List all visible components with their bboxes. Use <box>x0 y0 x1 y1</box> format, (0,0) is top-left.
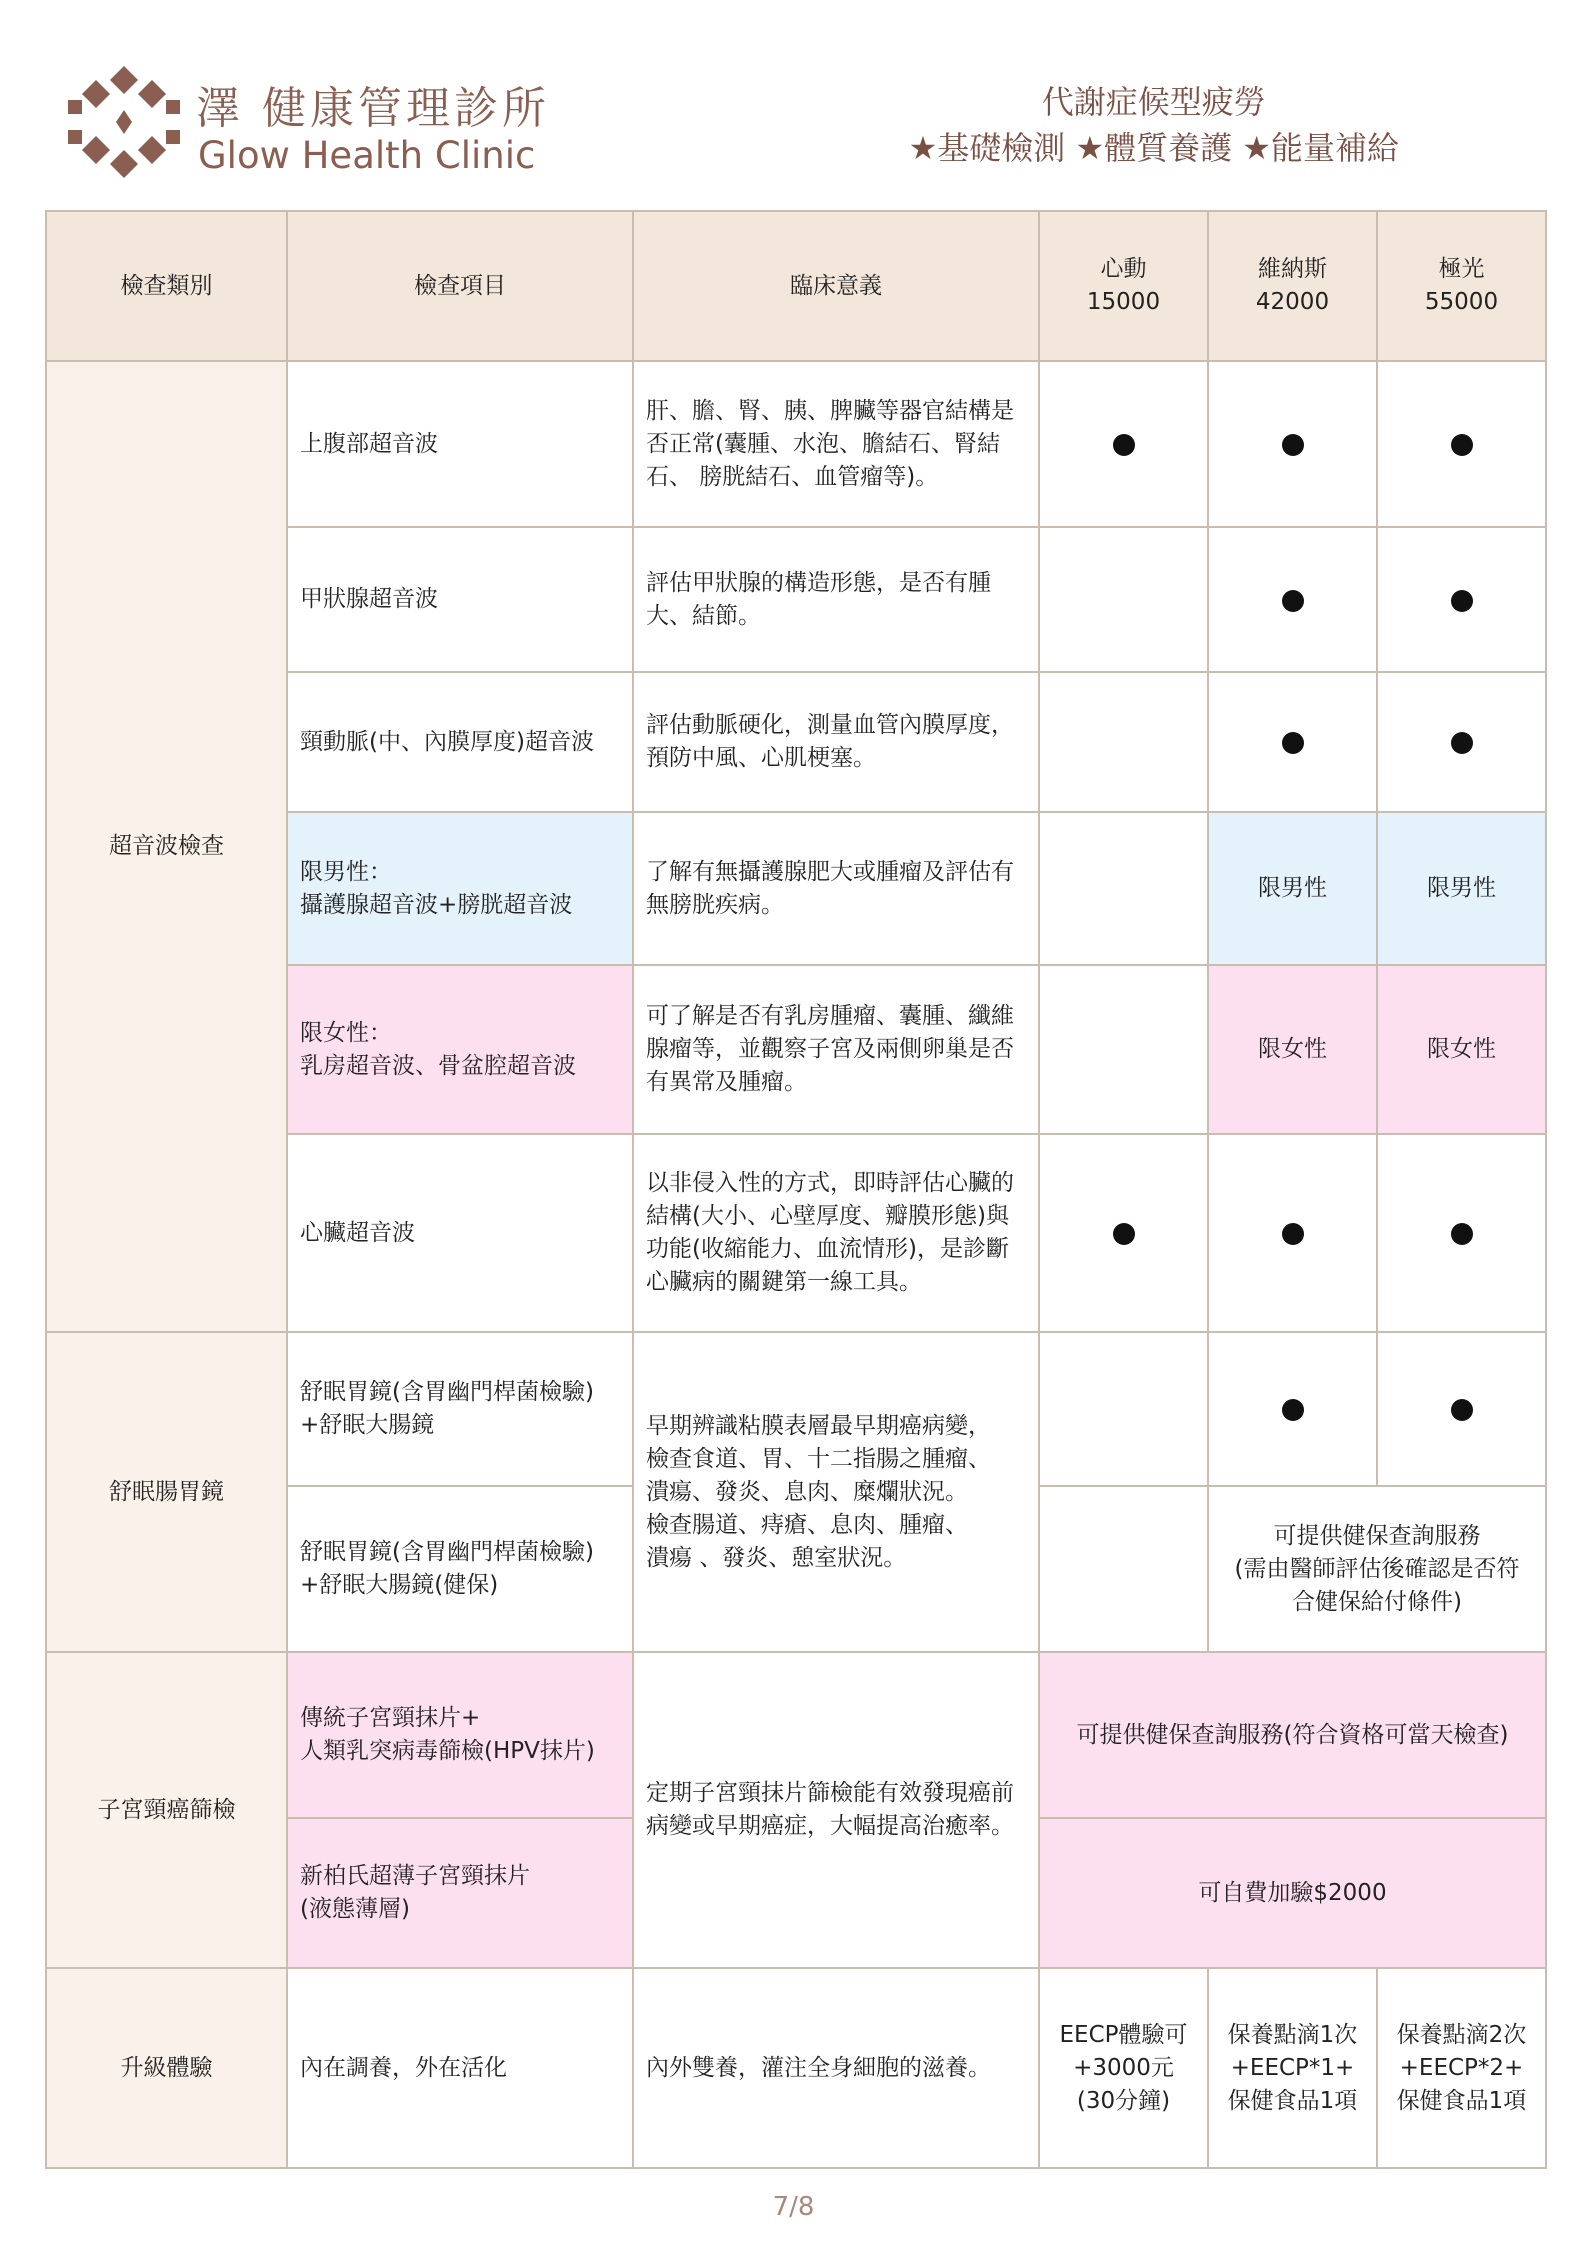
item-line: 攝護腺超音波+膀胱超音波 <box>300 891 573 918</box>
plan-1-price: 15000 <box>1086 289 1161 315</box>
plan-1-empty <box>1039 1486 1208 1652</box>
included-dot-icon <box>1282 590 1304 612</box>
plan-3-price: 55000 <box>1424 289 1499 315</box>
plan-1-name: 心動 <box>1100 256 1147 282</box>
table-row <box>46 1652 1546 1818</box>
plan-2-included <box>1208 1134 1377 1332</box>
page-header <box>0 0 1587 200</box>
plan-3-included <box>1377 1332 1546 1486</box>
header-plan-1 <box>1039 211 1208 361</box>
plan-1-empty <box>1039 527 1208 672</box>
plan-1-empty <box>1039 965 1208 1134</box>
meaning-line: 潰瘍 、發炎、憩室狀況。 <box>646 1544 907 1571</box>
table-row <box>46 1968 1546 2168</box>
plan-1-upgrade <box>1039 1968 1208 2168</box>
item-cell: 頸動脈(中、內膜厚度)超音波 <box>287 672 633 812</box>
package-title <box>909 80 1399 172</box>
plan-1-empty <box>1039 1332 1208 1486</box>
included-dot-icon <box>1451 1399 1473 1421</box>
header-category: 檢查類別 <box>46 211 287 361</box>
meaning-cell: 以非侵入性的方式，即時評估心臟的結構(大小、心壁厚度、瓣膜形態)與功能(收縮能力、血流情形)，是診斷心臟病的關鍵第一線工具。 <box>633 1134 1039 1332</box>
item-cell <box>287 1332 633 1486</box>
plan-3-included <box>1377 672 1546 812</box>
plan-2-restriction: 限男性 <box>1208 812 1377 965</box>
header-plan-2 <box>1208 211 1377 361</box>
included-dot-icon <box>1451 1223 1473 1245</box>
nhi-inquiry-note <box>1208 1486 1546 1652</box>
included-dot-icon <box>1282 732 1304 754</box>
category-ultrasound: 超音波檢查 <box>46 361 287 1332</box>
note-line: 合健保給付條件) <box>1292 1588 1462 1615</box>
meaning-cell <box>633 1332 1039 1652</box>
item-line: (液態薄層) <box>300 1896 410 1922</box>
item-cell <box>287 1818 633 1968</box>
plan-2-price: 42000 <box>1255 289 1330 315</box>
item-line: +舒眠大腸鏡 <box>300 1412 435 1438</box>
included-dot-icon <box>1451 590 1473 612</box>
table-header-row <box>46 211 1546 361</box>
header-meaning: 臨床意義 <box>633 211 1039 361</box>
plan-2-restriction: 限女性 <box>1208 965 1377 1134</box>
item-cell <box>287 812 633 965</box>
category-cervical: 子宮頸癌篩檢 <box>46 1652 287 1968</box>
plan-3-included <box>1377 1134 1546 1332</box>
table-row <box>46 361 1546 527</box>
plan-3-included <box>1377 361 1546 527</box>
plan-3-included <box>1377 527 1546 672</box>
upgrade-line: 保養點滴2次 <box>1396 2021 1527 2048</box>
item-line: +舒眠大腸鏡(健保) <box>300 1572 499 1598</box>
plan-1-empty <box>1039 812 1208 965</box>
upgrade-line: 保養點滴1次 <box>1227 2021 1358 2048</box>
plan-2-upgrade <box>1208 1968 1377 2168</box>
table-row <box>46 1332 1546 1486</box>
upgrade-line: +EECP*2+ <box>1399 2054 1524 2081</box>
header-item: 檢查項目 <box>287 211 633 361</box>
item-cell <box>287 1652 633 1818</box>
page-number: 7/8 <box>772 2192 815 2222</box>
meaning-cell: 可了解是否有乳房腫瘤、囊腫、纖維腺瘤等，並觀察子宮及兩側卵巢是否有異常及腫瘤。 <box>633 965 1039 1134</box>
plan-3-restriction: 限女性 <box>1377 965 1546 1134</box>
note-line: 可提供健保查詢服務 <box>1273 1522 1481 1549</box>
meaning-line: 潰瘍、發炎、息肉、糜爛狀況。 <box>646 1478 968 1505</box>
included-dot-icon <box>1282 1399 1304 1421</box>
item-cell: 甲狀腺超音波 <box>287 527 633 672</box>
plan-2-included <box>1208 672 1377 812</box>
plan-3-upgrade <box>1377 1968 1546 2168</box>
included-dot-icon <box>1113 1223 1135 1245</box>
included-dot-icon <box>1451 434 1473 456</box>
item-cell: 內在調養，外在活化 <box>287 1968 633 2168</box>
item-line: 舒眠胃鏡(含胃幽門桿菌檢驗) <box>300 1539 594 1565</box>
meaning-cell: 評估動脈硬化，測量血管內膜厚度，預防中風、心肌梗塞。 <box>633 672 1039 812</box>
plan-2-name: 維納斯 <box>1258 256 1327 282</box>
meaning-cell: 評估甲狀腺的構造形態，是否有腫大、結節。 <box>633 527 1039 672</box>
exam-comparison-table <box>45 210 1547 2169</box>
clinic-name-english: Glow Health Clinic <box>198 134 536 177</box>
plan-1-included <box>1039 1134 1208 1332</box>
package-title-line1: 代謝症候型疲勞 <box>1041 83 1266 121</box>
meaning-cell: 內外雙養，灌注全身細胞的滋養。 <box>633 1968 1039 2168</box>
clinic-logo-icon <box>68 66 180 178</box>
included-dot-icon <box>1451 732 1473 754</box>
header-plan-3 <box>1377 211 1546 361</box>
plan-1-empty <box>1039 672 1208 812</box>
item-cell: 心臟超音波 <box>287 1134 633 1332</box>
item-line: 限女性： <box>300 1019 392 1046</box>
item-line: 舒眠胃鏡(含胃幽門桿菌檢驗) <box>300 1379 594 1405</box>
category-endoscopy: 舒眠腸胃鏡 <box>46 1332 287 1652</box>
meaning-line: 早期辨識粘膜表層最早期癌病變， <box>646 1412 991 1439</box>
meaning-cell: 肝、膽、腎、胰、脾臟等器官結構是否正常(囊腫、水泡、膽結石、腎結石、 膀胱結石、血管瘤等)。 <box>633 361 1039 527</box>
item-line: 傳統子宮頸抹片+ <box>300 1705 481 1731</box>
meaning-line: 檢查食道、胃、十二指腸之腫瘤、 <box>646 1445 991 1472</box>
item-cell: 上腹部超音波 <box>287 361 633 527</box>
upgrade-line: +3000元 <box>1073 2054 1174 2081</box>
item-line: 新柏氏超薄子宮頸抹片 <box>300 1863 530 1889</box>
upgrade-line: (30分鐘) <box>1076 2087 1171 2114</box>
item-line: 限男性： <box>300 858 392 885</box>
plan-1-included <box>1039 361 1208 527</box>
upgrade-line: 保健食品1項 <box>1396 2087 1527 2114</box>
nhi-inquiry-note: 可提供健保查詢服務(符合資格可當天檢查) <box>1039 1652 1546 1818</box>
included-dot-icon <box>1113 434 1135 456</box>
included-dot-icon <box>1282 434 1304 456</box>
plan-2-included <box>1208 1332 1377 1486</box>
plan-2-included <box>1208 361 1377 527</box>
item-cell <box>287 1486 633 1652</box>
package-title-line2: ★基礎檢測 ★體質養護 ★能量補給 <box>908 129 1399 167</box>
meaning-cell: 定期子宮頸抹片篩檢能有效發現癌前病變或早期癌症，大幅提高治癒率。 <box>633 1652 1039 1968</box>
note-line: (需由醫師評估後確認是否符 <box>1234 1555 1520 1582</box>
item-line: 人類乳突病毒篩檢(HPV抹片) <box>300 1738 595 1764</box>
self-pay-note: 可自費加驗$2000 <box>1039 1818 1546 1968</box>
item-cell <box>287 965 633 1134</box>
upgrade-line: 保健食品1項 <box>1227 2087 1358 2114</box>
plan-3-restriction: 限男性 <box>1377 812 1546 965</box>
upgrade-line: +EECP*1+ <box>1230 2054 1355 2081</box>
meaning-cell: 了解有無攝護腺肥大或腫瘤及評估有無膀胱疾病。 <box>633 812 1039 965</box>
item-line: 乳房超音波、骨盆腔超音波 <box>300 1052 576 1079</box>
plan-2-included <box>1208 527 1377 672</box>
included-dot-icon <box>1282 1223 1304 1245</box>
category-upgrade: 升級體驗 <box>46 1968 287 2168</box>
clinic-name-chinese: 澤 健康管理診所 <box>196 83 550 134</box>
meaning-line: 檢查腸道、痔瘡、息肉、腫瘤、 <box>646 1511 968 1538</box>
plan-3-name: 極光 <box>1438 256 1485 282</box>
upgrade-line: EECP體驗可 <box>1059 2021 1188 2048</box>
